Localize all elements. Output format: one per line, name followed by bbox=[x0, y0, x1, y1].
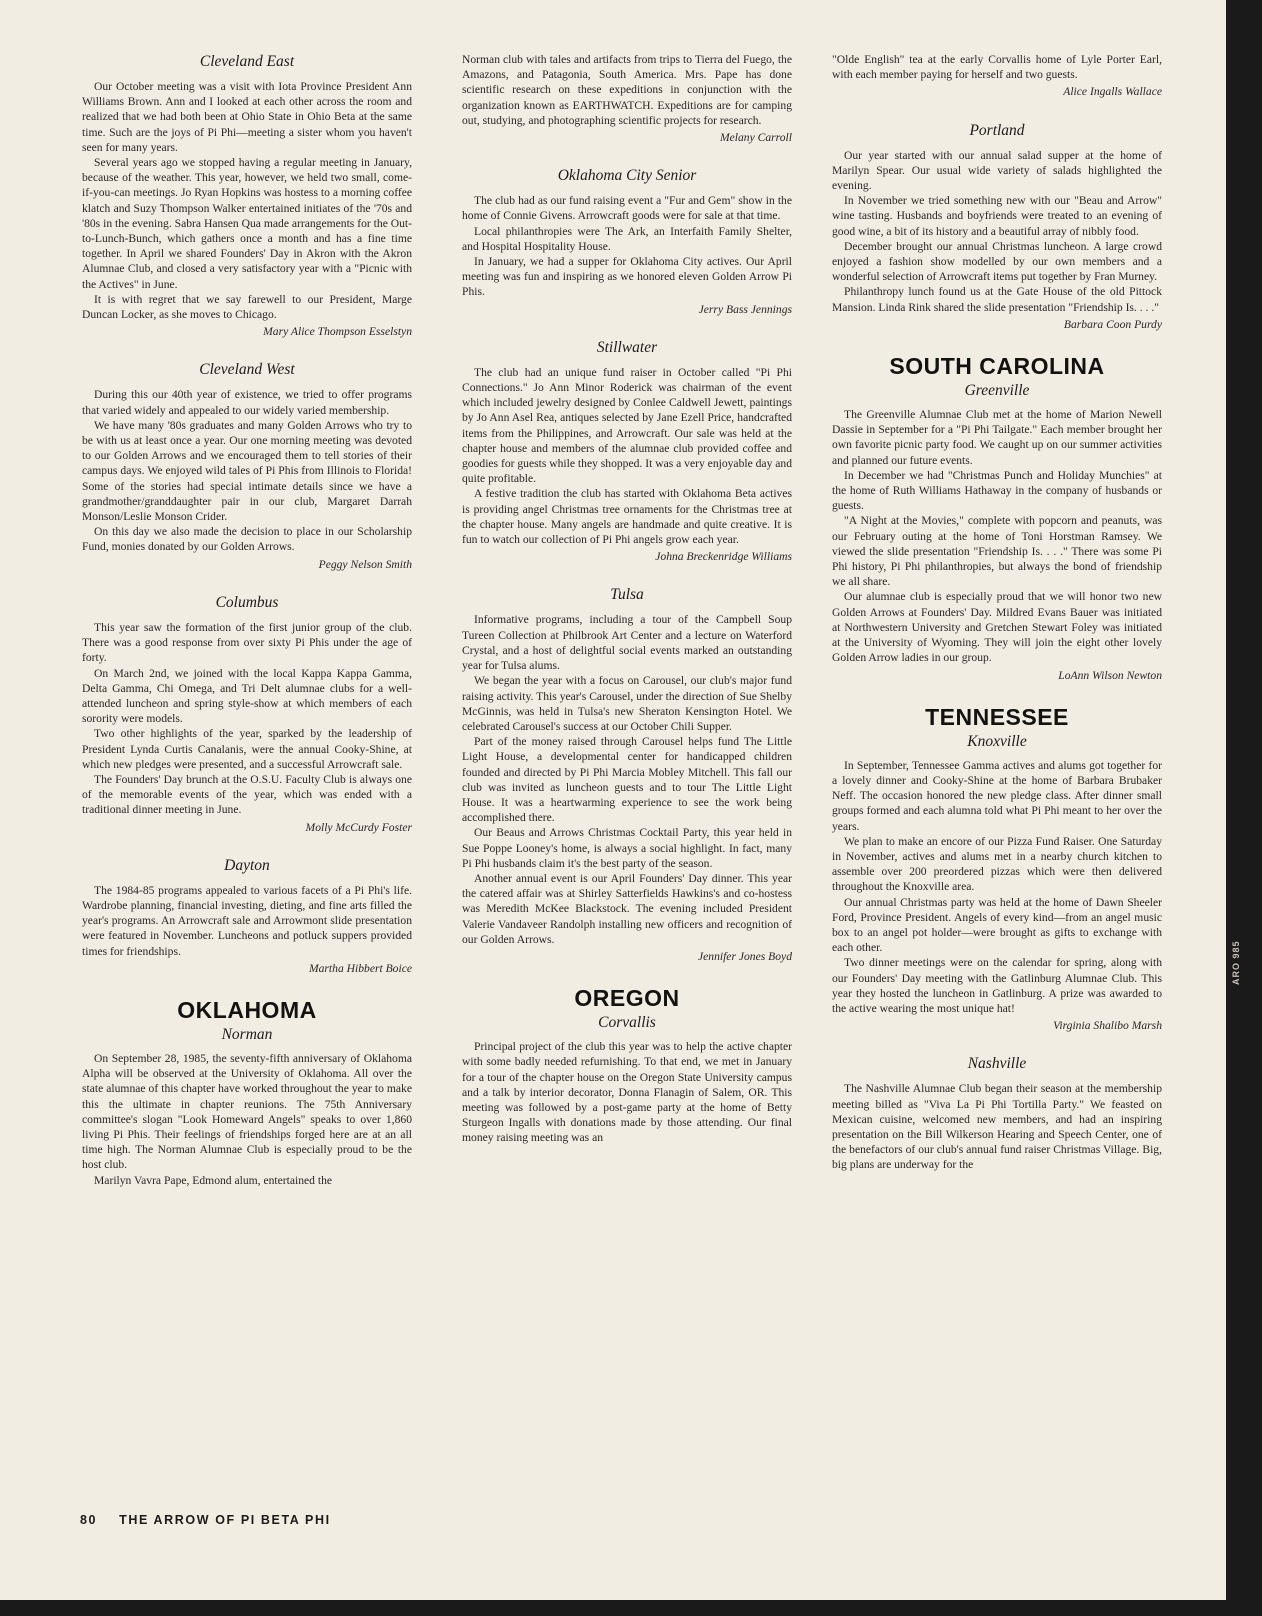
article-paragraph: The Greenville Alumnae Club met at the home of Marion Newell Dassie in September for a "Pi Phi Tailgate." Each member brought her own favorite picnic party food. We caught up on our summer activities and planned our future events. bbox=[832, 408, 1162, 467]
article-paragraph: December brought our annual Christmas luncheon. A large crowd enjoyed a fashion show modelled by our own members and a wonderful selection of Arrowcraft items put together by Fran Murney. bbox=[832, 239, 1162, 284]
article-paragraph: The Nashville Alumnae Club began their season at the membership meeting billed as "Viva La Pi Phi Tortilla Party." We feasted on Mexican cuisine, welcomed new members, and had an inspiring presentation on the Bill Wilkerson Hearing and Speech Center, one of the benefactors of our club's annual fund raiser Christmas Village. Big, big plans are underway for the bbox=[832, 1082, 1162, 1172]
state-heading: SOUTH CAROLINA bbox=[889, 353, 1105, 380]
article-paragraph: On September 28, 1985, the seventy-fifth anniversary of Oklahoma Alpha will be observed at the University of Oklahoma. All over the state alumnae of this chapter have worked throughout the year to make this the ultimate in chapter reunions. The 75th Anniversary committee's slogan "Look Homeward Angels" speaks to over 1,860 living Pi Phis. Their feelings of friendships forged here are at an all time high. The Norman Alumnae Club is especially proud to be the host club. bbox=[82, 1051, 412, 1172]
article-section bbox=[82, 593, 412, 835]
article-section bbox=[82, 856, 412, 976]
article-continuation bbox=[462, 52, 792, 145]
article-paragraph: Our Beaus and Arrows Christmas Cocktail Party, this year held in Sue Poppe Looney's home, is always a social highlight. In fact, many Pi Phi husbands claim it's the best party of the season. bbox=[462, 826, 792, 870]
article-paragraph: Two other highlights of the year, sparked by the leadership of President Lynda Curtis Canalanis, were the annual Cooky-Shine, at which new pledges were presented, and a successful Arrowcraft sale. bbox=[82, 727, 412, 771]
article-paragraph: Our annual Christmas party was held at the home of Dawn Sheeler Ford, Province President. Angels of every kind—from an angel music box to an angel pot holder—were brought as gifts to exchange with each other. bbox=[832, 895, 1162, 955]
article-paragraph: Our alumnae club is especially proud that we will honor two new Golden Arrows at Founders' Day. Mildred Evans Bauer was initiated at Northwestern University and Gretchen Stewart Foley was initiated at the University of Wyoming. They will join the eight other lovely Golden Arrow ladies in our group. bbox=[832, 590, 1162, 665]
club-heading: Tulsa bbox=[610, 586, 644, 604]
article-paragraph: This year saw the formation of the first junior group of the club. There was a good response from over sixty Pi Phis under the age of forty. bbox=[82, 620, 412, 665]
article-paragraph: Part of the money raised through Carousel helps fund The Little Light House, a developmental center for handicapped children founded and directed by Pi Phi Marcia Mobley Mitchell. This fall our club was invited as luncheon guests and to tour The Little Light House. It was a heartwarming experience to see the work being accomplished there. bbox=[462, 735, 792, 825]
article-paragraph: It is with regret that we say farewell to our President, Marge Duncan Locker, as she moves to Chicago. bbox=[82, 292, 412, 322]
club-heading: Dayton bbox=[224, 856, 270, 874]
club-heading: Oklahoma City Senior bbox=[557, 167, 697, 185]
article-paragraph: The 1984-85 programs appealed to various facets of a Pi Phi's life. Wardrobe planning, financial investing, dieting, and fine arts filled the year's programs. An Arrowcraft sale and Arrowmont slide presentation were featured in November. Luncheons and potluck suppers provided times for friendships. bbox=[82, 883, 412, 958]
article-paragraph: In November we tried something new with our "Beau and Arrow" wine tasting. Husbands and boyfriends were treated to an evening of good wine, a bit of its history and a beautiful array of nibbly food. bbox=[832, 194, 1162, 238]
article-section bbox=[82, 360, 412, 571]
author-signature: Jennifer Jones Boyd bbox=[697, 949, 792, 963]
page-number: 80 bbox=[80, 1513, 98, 1527]
club-heading: Corvallis bbox=[598, 1014, 656, 1032]
article-paragraph: Local philanthropies were The Ark, an Interfaith Family Shelter, and Hospital Hospitality House. bbox=[462, 224, 792, 253]
column-right bbox=[832, 52, 1162, 1194]
column-middle bbox=[462, 52, 792, 1167]
article-paragraph: The club had an unique fund raiser in October called "Pi Phi Connections." Jo Ann Minor Roderick was chairman of the event which included jewelry designed by Conlee Caldwell Jewett, paintings by Jo Ann Asel Rea, antiques selected by Jane Ezell Price, handcrafted items from the Philippines, and Arrowcraft. Our sale was held at the chapter house and members of the alumnae club provided coffee and goodies for guests while they shopped. It was a very enjoyable day and quite profitable. bbox=[462, 365, 793, 486]
article-paragraph: On this day we also made the decision to place in our Scholarship Fund, monies donated by our Golden Arrows. bbox=[82, 525, 412, 554]
article-paragraph: Informative programs, including a tour of the Campbell Soup Tureen Collection at Philbrook Art Center and a lecture on Waterford Crystal, and a host of delightful social events marked an outstanding year for Tulsa alums. bbox=[462, 613, 792, 673]
club-heading: Norman bbox=[221, 1025, 273, 1043]
page-footer bbox=[80, 1513, 331, 1527]
club-heading: Greenville bbox=[964, 382, 1030, 400]
author-signature: Alice Ingalls Wallace bbox=[1063, 85, 1162, 99]
author-signature: Johna Breckenridge Williams bbox=[655, 550, 792, 564]
article-paragraph: During this our 40th year of existence, we tried to offer programs that varied widely and appealed to our widely varied membership. bbox=[82, 388, 412, 417]
article-paragraph: Norman club with tales and artifacts from trips to Tierra del Fuego, the Amazons, and Patagonia, South America. Mrs. Pape has done scientific research on these expeditions in conjunction with the organization known as EARTHWATCH. Expeditions are for camping out, studying, and photographing scientific projects for research. bbox=[462, 53, 792, 127]
club-heading: Cleveland West bbox=[199, 361, 295, 379]
author-signature: LoAnn Wilson Newton bbox=[1058, 668, 1162, 682]
article-paragraph: The club had as our fund raising event a "Fur and Gem" show in the home of Connie Givens. Arrowcraft goods were for sale at that time. bbox=[462, 194, 792, 223]
article-paragraph: The Founders' Day brunch at the O.S.U. Faculty Club is always one of the memorable events of the year, which was ended with a traditional dinner meeting in June. bbox=[82, 772, 412, 817]
state-heading: OKLAHOMA bbox=[177, 996, 317, 1023]
author-signature: Barbara Coon Purdy bbox=[1063, 317, 1162, 331]
article-section bbox=[462, 585, 792, 964]
article-paragraph: We plan to make an encore of our Pizza Fund Raiser. One Saturday in November, actives and alums met in a nearby church kitchen to assemble over 200 preordered pizzas which were then delivered throughout the Knoxville area. bbox=[832, 834, 1162, 894]
state-heading: TENNESSEE bbox=[925, 703, 1069, 730]
article-section bbox=[82, 997, 412, 1188]
article-continuation bbox=[832, 52, 1162, 100]
author-signature: Mary Alice Thompson Esselstyn bbox=[263, 325, 412, 339]
article-section bbox=[462, 985, 792, 1145]
article-section bbox=[832, 353, 1162, 683]
article-paragraph: Our year started with our annual salad supper at the home of Marilyn Spear. Our usual wide variety of salads highlighted the evening. bbox=[832, 148, 1162, 193]
author-signature: Melany Carroll bbox=[719, 131, 792, 145]
article-paragraph: Two dinner meetings were on the calendar for spring, along with our Founders' Day meeting with the Gatlinburg Alumnae Club. This year they hosted the luncheon in Gatlinburg. A prize was awarded to the active wearing the most unique hat! bbox=[832, 956, 1162, 1015]
article-paragraph: Several years ago we stopped having a regular meeting in January, because of the weather. This year, however, we held two small, come-if-you-can meetings. Jo Ryan Hopkins was hostess to a morning coffee klatch and Suzy Thompson Walker entertained initiates of the '70s and '80s in the evening. Sabra Hansen Qua made arrangements for the Out-to-Lunch-Bunch, which gathers once a month and has a fine time together. In April we shared Founders' Day in Akron with the Akron Alumnae Club, and closed a very satisfactory year with a "Picnic with the Actives" in June. bbox=[82, 156, 412, 291]
article-section bbox=[82, 52, 412, 339]
club-heading: Columbus bbox=[215, 593, 279, 611]
article-paragraph: "A Night at the Movies," complete with popcorn and peanuts, was our February outing at the home of Toni Horstman Ramsey. We viewed the slide presentation "Friendship Is. . . ." There was some Pi Phi history, Pi Phi philanthropies, but always the bond of friendship we all share. bbox=[832, 514, 1162, 589]
club-heading: Nashville bbox=[967, 1055, 1027, 1073]
club-heading: Portland bbox=[969, 121, 1025, 139]
article-section bbox=[832, 1054, 1162, 1172]
club-heading: Cleveland East bbox=[199, 53, 295, 70]
article-section bbox=[462, 166, 792, 317]
article-paragraph: We began the year with a focus on Carousel, our club's major fund raising activity. This year's Carousel, under the direction of Sue Shelby McGinnis, was held in Tulsa's new Sheraton Kensington Hotel. We celebrated Carousel's success at our October Chili Supper. bbox=[462, 674, 792, 733]
article-paragraph: On March 2nd, we joined with the local Kappa Kappa Gamma, Delta Gamma, Chi Omega, and Tri Delt alumnae clubs for a well-attended luncheon and spring style-show at which members of each sorority were models. bbox=[82, 666, 412, 726]
article-paragraph: Philanthropy lunch found us at the Gate House of the old Pittock Mansion. Linda Rink shared the slide presentation "Friendship Is. . . ." bbox=[832, 285, 1162, 314]
article-section bbox=[832, 704, 1162, 1034]
column-left bbox=[82, 52, 412, 1209]
article-paragraph: "Olde English" tea at the early Corvallis home of Lyle Porter Earl, with each member paying for herself and two guests. bbox=[832, 53, 1162, 82]
margin-stamp: ARO 985 bbox=[1231, 940, 1241, 985]
article-paragraph: We have many '80s graduates and many Golden Arrows who try to be with us at least once a year. Our one morning meeting was devoted to our Golden Arrows and we encouraged them to tell stories of their campus days. We enjoyed wild tales of Pi Phis from Illinois to Florida! Some of the stories had special intimate details since we have a grandmother/granddaughter pair in our club, Margaret Darrah Monson/Leslie Monson Crider. bbox=[82, 418, 412, 524]
club-heading: Knoxville bbox=[967, 732, 1027, 750]
article-paragraph: Principal project of the club this year was to help the active chapter with some badly needed refurnishing. To that end, we met in January for a tour of the chapter house on the Oregon State University campus and a talk by interior decorator, Donna Flanagin of Salem, OR. This meeting was followed by a post-game party at the home of Betty Sturgeon Ingalls with donations made by those attending. Our final money raising meeting was an bbox=[462, 1040, 792, 1145]
author-signature: Molly McCurdy Foster bbox=[305, 820, 412, 834]
article-paragraph: Our October meeting was a visit with Iota Province President Ann Williams Brown. Ann and I looked at each other across the room and realized that we had both been at Ohio State in Ohio Beta at the same time. Such are the joys of Pi Phi—meeting a sister whom you haven't seen for many years. bbox=[82, 80, 412, 154]
author-signature: Peggy Nelson Smith bbox=[318, 557, 412, 571]
state-heading: OREGON bbox=[574, 985, 680, 1012]
author-signature: Virginia Shalibo Marsh bbox=[1053, 1019, 1162, 1033]
club-heading: Stillwater bbox=[596, 338, 658, 356]
article-paragraph: Another annual event is our April Founders' Day dinner. This year the catered affair was at Shirley Satterfields Hawkins's and co-hostess was Meredith McKee Blackstock. The evening included President Valerie Vandaveer Randolph installing new officers and recognition of our Golden Arrows. bbox=[462, 871, 792, 946]
author-signature: Martha Hibbert Boice bbox=[308, 961, 412, 975]
article-paragraph: In January, we had a supper for Oklahoma City actives. Our April meeting was fun and inspiring as we honored eleven Golden Arrow Pi Phis. bbox=[462, 255, 792, 299]
article-paragraph: In December we had "Christmas Punch and Holiday Munchies" at the home of Ruth Williams Hathaway in the company of husbands or guests. bbox=[832, 468, 1162, 513]
article-paragraph: In September, Tennessee Gamma actives and alums got together for a lovely dinner and Cooky-Shine at the home of Barbara Brubaker Neff. The occasion honored the new pledge class. After dinner small groups formed and each alumna told what Pi Phi meant to her over the years. bbox=[832, 758, 1162, 833]
publication-name: THE ARROW OF PI BETA PHI bbox=[119, 1513, 331, 1527]
article-paragraph: A festive tradition the club has started with Oklahoma Beta actives is providing angel Christmas tree ornaments for the Christmas tree at the chapter house. Many angels are handmade and quite creative. It is fun to watch our collection of Pi Phi angels grow each year. bbox=[462, 487, 792, 547]
author-signature: Jerry Bass Jennings bbox=[698, 302, 792, 316]
article-section bbox=[462, 338, 792, 565]
article-paragraph: Marilyn Vavra Pape, Edmond alum, entertained the bbox=[94, 1173, 333, 1187]
article-section bbox=[832, 121, 1162, 332]
